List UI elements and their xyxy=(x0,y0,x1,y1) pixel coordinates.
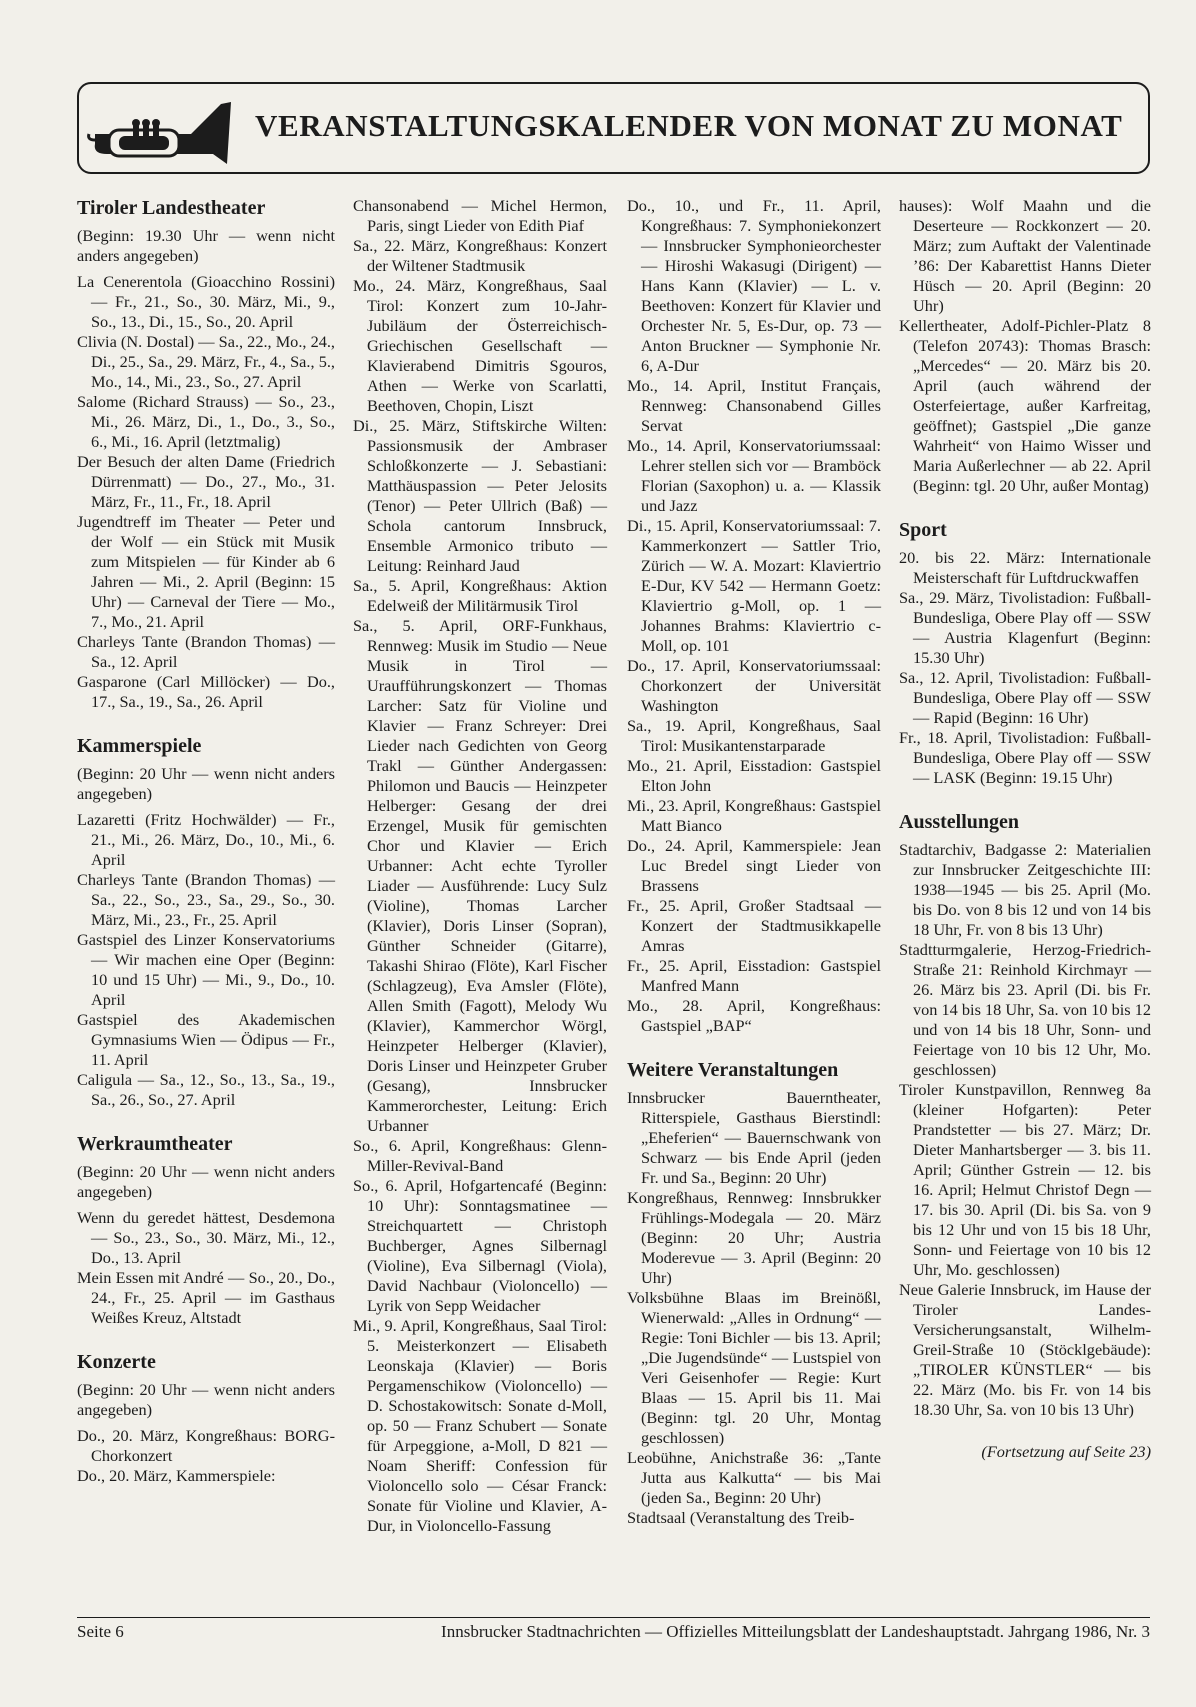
event-entry: Mi., 23. April, Kongreßhaus: Gastspiel Matt Bianco xyxy=(627,796,881,835)
event-entry: Sa., 12. April, Tivolistadion: Fußball-Bundesliga, Obere Play off — SSW — Rapid (Beginn: 16 Uhr) xyxy=(899,668,1151,727)
event-entry: 20. bis 22. März: Internationale Meisterschaft für Luftdruckwaffen xyxy=(899,548,1151,587)
event-entry: Der Besuch der alten Dame (Friedrich Dürrenmatt) — Do., 27., Mo., 31. März, Fr., 11., Fr., 18. April xyxy=(77,452,335,511)
event-entry: Mein Essen mit André — So., 20., Do., 24., Fr., 25. April — im Gasthaus Weißes Kreuz, Altstadt xyxy=(77,1268,335,1327)
event-entry: Neue Galerie Innsbruck, im Hause der Tiroler Landes-Versicherungsanstalt, Wilhelm-Greil-Straße 10 (Stöcklgebäude): „TIROLER KÜNSTLER“ — bis 22. März (Mo. bis Fr. von 14 bis 18.30 Uhr, Sa. von 10 bis 13 Uhr) xyxy=(899,1280,1151,1419)
event-entry: Jugendtreff im Theater — Peter und der Wolf — ein Stück mit Musik zum Mitspielen — für Kinder ab 6 Jahren — Mi., 2. April (Beginn: 15 Uhr) — Carneval der Tiere — Mo., 7., Mo., 21. April xyxy=(77,512,335,631)
event-entry: Lazaretti (Fritz Hochwälder) — Fr., 21., Mi., 26. März, Do., 10., Mi., 6. April xyxy=(77,810,335,869)
event-entry: Fr., 25. April, Großer Stadtsaal — Konzert der Stadtmusikkapelle Amras xyxy=(627,896,881,955)
continuation-note: (Fortsetzung auf Seite 23) xyxy=(981,1442,1151,1461)
event-entry: Volksbühne Blaas im Breinößl, Wienerwald: „Alles in Ordnung“ — Regie: Toni Bichler — bis 13. April; „Die Jugendsünde“ — Lustspiel von Veri Geisenhofer — Regie: Kurt Blaas — 15. April bis 11. Mai (Beginn: tgl. 20 Uhr, Montag geschlossen) xyxy=(627,1288,881,1447)
event-entry: Do., 17. April, Konservatoriumssaal: Chorkonzert der Universität Washington xyxy=(627,656,881,715)
event-entry: Mo., 24. März, Kongreßhaus, Saal Tirol: Konzert zum 10-Jahr-Jubiläum der Österreichisch-Griechischen Gesellschaft — Klavierabend Dimitris Sgouros, Athen — Werke von Scarlatti, Beethoven, Chopin, Liszt xyxy=(353,276,607,415)
event-entry: Stadtarchiv, Badgasse 2: Materialien zur Innsbrucker Zeitgeschichte III: 1938—1945 — bis 25. April (Mo. bis Do. von 8 bis 12 und von 14 bis 18 Uhr, Fr. von 8 bis 13 Uhr) xyxy=(899,840,1151,939)
event-entry: Stadtturmgalerie, Herzog-Friedrich-Straße 21: Reinhold Kirchmayr — 26. März bis 23. April (Di. bis Fr. von 14 bis 18 Uhr, Sa. von 10 bis 12 und von 14 bis 18 Uhr, Sonn- und Feiertage von 10 bis 12 Uhr, Mo. geschlossen) xyxy=(899,940,1151,1079)
event-entry: Di., 25. März, Stiftskirche Wilten: Passionsmusik der Ambraser Schloßkonzerte — J. Sebastiani: Matthäuspassion — Peter Jelosits (Tenor) — Peter Ullrich (Baß) — Schola cantorum Innsbruck, Ensemble Armonico tributo — Leitung: Reinhard Jaud xyxy=(353,416,607,575)
event-entry: Caligula — Sa., 12., So., 13., Sa., 19., Sa., 26., So., 27. April xyxy=(77,1070,335,1109)
event-entry: Mi., 9. April, Kongreßhaus, Saal Tirol: 5. Meisterkonzert — Elisabeth Leonskaja (Klavier) — Boris Pergamenschikow (Violoncello) — D. Schostakowitsch: Sonate d-Moll, op. 50 — Franz Schubert — Sonate für Arpeggione, a-Moll, D 821 — Noam Sheriff: Confession für Violoncello solo — César Franck: Sonate für Violine und Klavier, A-Dur, in Violoncello-Fassung xyxy=(353,1316,607,1535)
column-4 xyxy=(899,196,1151,1462)
event-entry: Leobühne, Anichstraße 36: „Tante Jutta aus Kalkutta“ — bis Mai (jeden Sa., Beginn: 20 Uhr) xyxy=(627,1448,881,1507)
tuba-icon xyxy=(87,90,237,168)
section-title: Tiroler Landestheater xyxy=(77,197,266,219)
section-title: Kammerspiele xyxy=(77,735,202,757)
event-entry: Tiroler Kunstpavillon, Rennweg 8a (kleiner Hofgarten): Peter Prandstetter — bis 27. März; Dr. Dieter Manhartsberger — 3. bis 11. April; Günther Gstrein — 12. bis 16. April; Helmut Christof Degn — 17. bis 30. April (Di. bis Sa. von 9 bis 12 Uhr und von 15 bis 18 Uhr, Sonn- und Feiertage von 10 bis 12 Uhr, Mo. geschlossen) xyxy=(899,1080,1151,1279)
section-title: Weitere Veranstaltungen xyxy=(627,1059,839,1081)
event-entry: hauses): Wolf Maahn und die Deserteure — Rockkonzert — 20. März; zum Auftakt der Valentinade ’86: Der Kabarettist Hanns Dieter Hüsch — 20. April (Beginn: 20 Uhr) xyxy=(899,196,1151,315)
section xyxy=(353,196,607,1536)
header-box xyxy=(77,82,1150,174)
event-entry: Mo., 21. April, Eisstadion: Gastspiel Elton John xyxy=(627,756,881,795)
event-entry: Charleys Tante (Brandon Thomas) — Sa., 12. April xyxy=(77,632,335,671)
section-note: (Beginn: 20 Uhr — wenn nicht anders angegeben) xyxy=(77,764,335,803)
section xyxy=(77,734,335,1110)
event-entry: Do., 10., und Fr., 11. April, Kongreßhaus: 7. Symphoniekonzert — Innsbrucker Symphonieorchester — Hiroshi Wakasugi (Dirigent) — Hans Kann (Klavier) — L. v. Beethoven: Konzert für Klavier und Orchester Nr. 5, Es-Dur, op. 73 — Anton Bruckner — Symphonie Nr. 6, A-Dur xyxy=(627,196,881,375)
event-entry: Gastspiel des Linzer Konservatoriums — Wir machen eine Oper (Beginn: 10 und 15 Uhr) — Mi., 9., Do., 10. April xyxy=(77,930,335,1009)
event-entry: Chansonabend — Michel Hermon, Paris, singt Lieder von Edith Piaf xyxy=(353,196,607,235)
column-3 xyxy=(627,196,881,1550)
event-entry: Do., 24. April, Kammerspiele: Jean Luc Bredel singt Lieder von Brassens xyxy=(627,836,881,895)
section xyxy=(899,810,1151,1420)
event-entry: Do., 20. März, Kammerspiele: xyxy=(77,1466,276,1485)
section xyxy=(627,1058,881,1528)
event-entry: Fr., 18. April, Tivolistadion: Fußball-Bundesliga, Obere Play off — SSW — LASK (Beginn: 19.15 Uhr) xyxy=(899,728,1151,787)
event-entry: Gasparone (Carl Millöcker) — Do., 17., Sa., 19., Sa., 26. April xyxy=(77,672,335,711)
event-entry: Mo., 28. April, Kongreßhaus: Gastspiel „BAP“ xyxy=(627,996,881,1035)
event-entry: Stadtsaal (Veranstaltung des Treib- xyxy=(627,1508,855,1527)
column-2 xyxy=(353,196,607,1558)
event-entry: Kellertheater, Adolf-Pichler-Platz 8 (Telefon 20743): Thomas Brasch: „Mercedes“ — 20. März bis 20. April (auch während der Osterfeiertage, außer Karfreitag, geöffnet); Gastspiel „Die ganze Wahrheit“ von Haimo Wisser und Maria Außerlechner — ab 22. April (Beginn: tgl. 20 Uhr, außer Montag) xyxy=(899,316,1151,495)
section xyxy=(627,196,881,1036)
event-entry: Clivia (N. Dostal) — Sa., 22., Mo., 24., Di., 25., Sa., 29. März, Fr., 4., Sa., 5., Mo., 14., Mi., 23., So., 27. April xyxy=(77,332,335,391)
event-entry: Innsbrucker Bauerntheater, Ritterspiele, Gasthaus Bierstindl: „Eheferien“ — Bauernschwank von Schwarz — bis Ende April (jeden Fr. und Sa., Beginn: 20 Uhr) xyxy=(627,1088,881,1187)
event-entry: Di., 15. April, Konservatoriumssaal: 7. Kammerkonzert — Sattler Trio, Zürich — W. A. Mozart: Klaviertrio E-Dur, KV 542 — Hermann Goetz: Klaviertrio g-Moll, op. 1 — Johannes Brahms: Klaviertrio c-Moll, op. 101 xyxy=(627,516,881,655)
event-entry: Sa., 29. März, Tivolistadion: Fußball-Bundesliga, Obere Play off — SSW — Austria Klagenfurt (Beginn: 15.30 Uhr) xyxy=(899,588,1151,667)
section-note: (Beginn: 20 Uhr — wenn nicht anders angegeben) xyxy=(77,1162,335,1201)
event-entry: Sa., 5. April, Kongreßhaus: Aktion Edelweiß der Militärmusik Tirol xyxy=(353,576,607,615)
section-title: Werkraumtheater xyxy=(77,1133,233,1155)
footer-divider xyxy=(77,1617,1150,1618)
event-entry: Salome (Richard Strauss) — So., 23., Mi., 26. März, Di., 1., Do., 3., So., 6., Mi., 16. April (letztmalig) xyxy=(77,392,335,451)
column-4-content xyxy=(899,196,1151,1420)
event-entry: So., 6. April, Hofgartencafé (Beginn: 10 Uhr): Sonntagsmatinee — Streichquartett — Christoph Buchberger, Agnes Silbernagl (Violine), Eva Silbernagl (Viola), David Nachbaur (Violoncello) — Lyrik von Sepp Weidacher xyxy=(353,1176,607,1315)
event-entry: Sa., 19. April, Kongreßhaus, Saal Tirol: Musikantenstarparade xyxy=(627,716,881,755)
section-title: Sport xyxy=(899,519,947,541)
section xyxy=(77,196,335,712)
event-entry: La Cenerentola (Gioacchino Rossini) — Fr., 21., So., 30. März, Mi., 9., So., 13., Di., 15., So., 20. April xyxy=(77,272,335,331)
event-entry: Sa., 5. April, ORF-Funkhaus, Rennweg: Musik im Studio — Neue Musik in Tirol — Uraufführungskonzert — Thomas Larcher: Satz für Violine und Klavier — Franz Schreyer: Drei Lieder nach Gedichten von Georg Trakl — Günther Andergassen: Philomon und Baucis — Heinzpeter Helberger: Gesang der drei Erzengel, Musik für gemischten Chor und Klavier — Erich Urbanner: Acht echte Tyroller Liader — Ausführende: Lucy Sulz (Violine), Thomas Larcher (Klavier), Doris Linser (Sopran), Günther Schneider (Gitarre), Takashi Shirao (Flöte), Karl Fischer (Schlagzeug), Eva Amsler (Flöte), Allen Smith (Fagott), Melody Wu (Klavier), Kammerchor Wörgl, Heinzpeter Helberger (Klavier), Doris Linser und Heinzpeter Gruber (Gesang), Innsbrucker Kammerorchester, Leitung: Erich Urbanner xyxy=(353,616,607,1135)
page-title: VERANSTALTUNGSKALENDER VON MONAT ZU MONAT xyxy=(255,108,1123,143)
event-entry: Mo., 14. April, Institut Français, Rennweg: Chansonabend Gilles Servat xyxy=(627,376,881,435)
section-note: (Beginn: 19.30 Uhr — wenn nicht anders angegeben) xyxy=(77,226,335,265)
event-entry: Do., 20. März, Kongreßhaus: BORG-Chorkonzert xyxy=(77,1426,335,1465)
event-entry: Sa., 22. März, Kongreßhaus: Konzert der Wiltener Stadtmusik xyxy=(353,236,607,275)
section xyxy=(77,1350,335,1486)
section xyxy=(899,518,1151,788)
column-1 xyxy=(77,196,335,1508)
section-title: Konzerte xyxy=(77,1351,156,1373)
section xyxy=(77,1132,335,1328)
publication-line: Innsbrucker Stadtnachrichten — Offizielles Mitteilungsblatt der Landeshauptstadt. Jahrgang 1986, Nr. 3 xyxy=(441,1622,1150,1641)
event-entry: Kongreßhaus, Rennweg: Innsbrukker Frühlings-Modegala — 20. März (Beginn: 20 Uhr; Austria Moderevue — 3. April (Beginn: 20 Uhr) xyxy=(627,1188,881,1287)
event-entry: Wenn du geredet hättest, Desdemona — So., 23., So., 30. März, Mi., 12., Do., 13. April xyxy=(77,1208,335,1267)
event-entry: Fr., 25. April, Eisstadion: Gastspiel Manfred Mann xyxy=(627,956,881,995)
section-note: (Beginn: 20 Uhr — wenn nicht anders angegeben) xyxy=(77,1380,335,1419)
event-entry: Charleys Tante (Brandon Thomas) — Sa., 22., So., 23., Sa., 29., So., 30. März, Mi., 23., Fr., 25. April xyxy=(77,870,335,929)
event-entry: So., 6. April, Kongreßhaus: Glenn-Miller-Revival-Band xyxy=(353,1136,607,1175)
event-entry: Gastspiel des Akademischen Gymnasiums Wien — Ödipus — Fr., 11. April xyxy=(77,1010,335,1069)
section xyxy=(899,196,1151,496)
event-entry: Mo., 14. April, Konservatoriumssaal: Lehrer stellen sich vor — Bramböck Florian (Saxophon) u. a. — Klassik und Jazz xyxy=(627,436,881,515)
section-title: Ausstellungen xyxy=(899,811,1020,833)
page-number: Seite 6 xyxy=(77,1622,124,1641)
